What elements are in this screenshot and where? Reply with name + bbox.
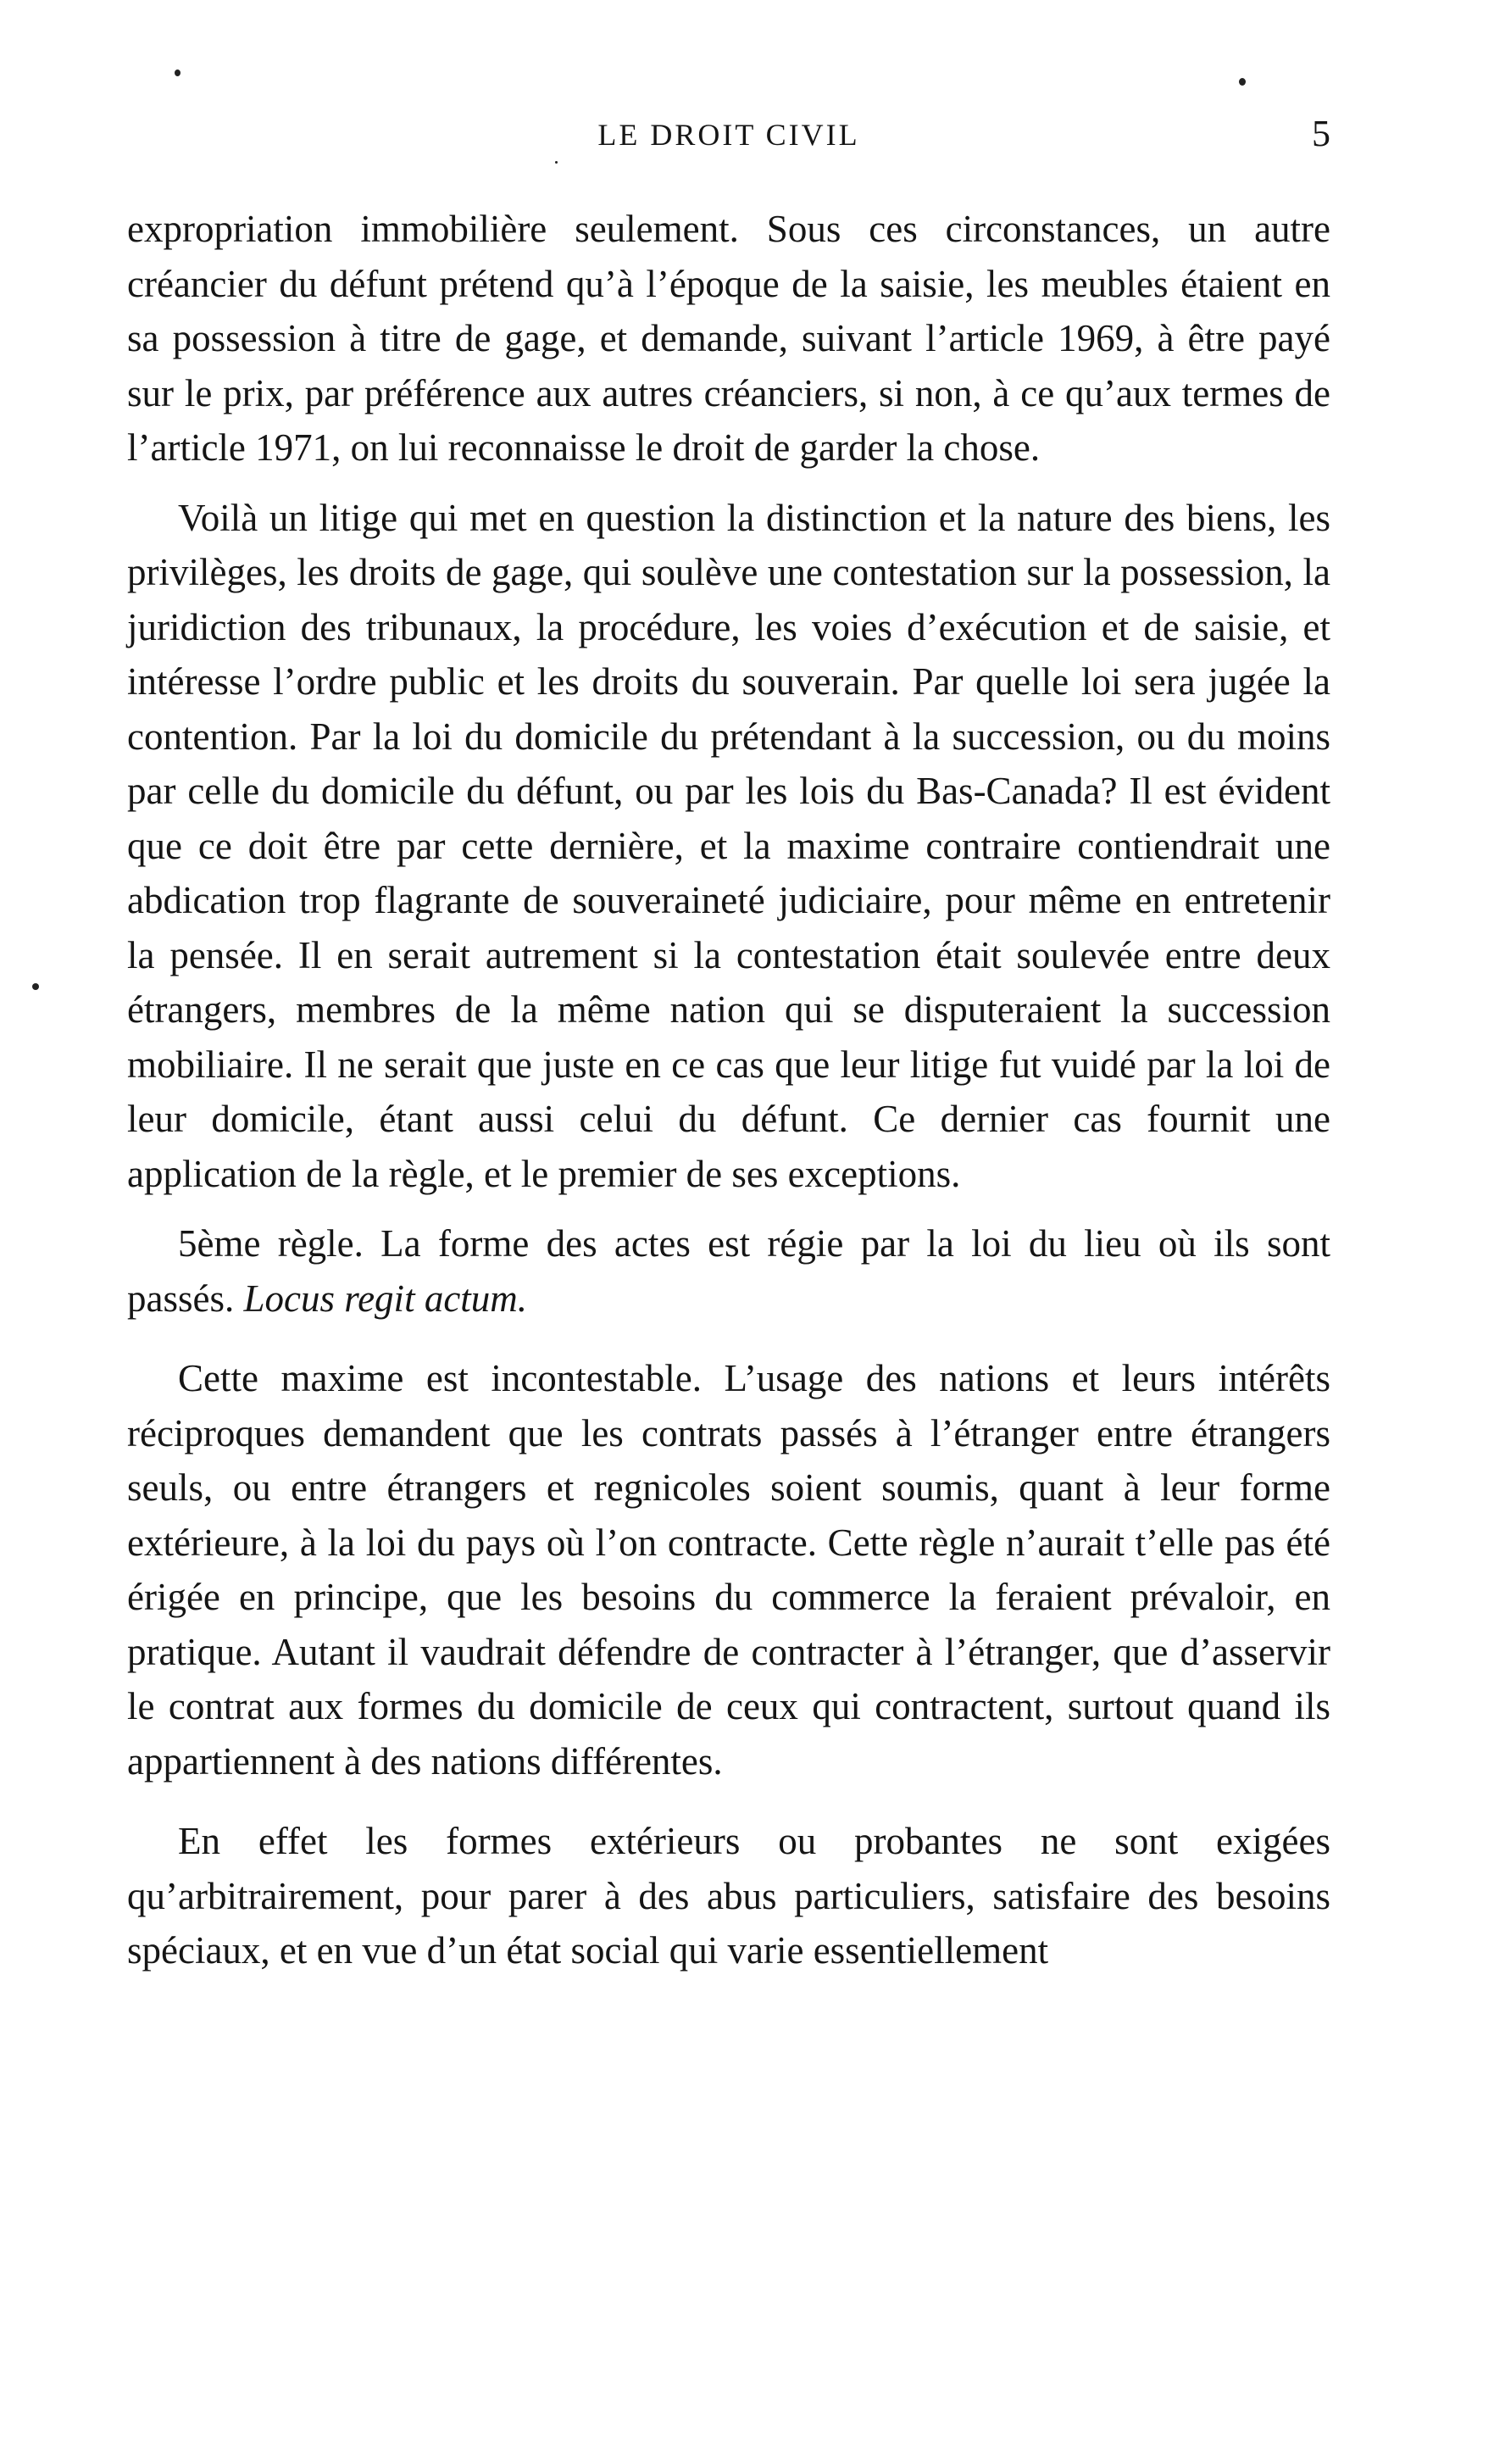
specks: [32, 983, 39, 990]
paragraph-2: Voilà un litige qui met en question la distinction et la nature des biens, les privilèges, les droits de gage, qui soulève une contestation sur la possession, la juridiction des tribunaux, la procédure, les voies d’exécution et de saisie, et intéresse l’ordre public et les droits du souverain. Par quelle loi sera jugée la contention. Par la loi du domicile du prétendant à la succession, ou du moins par celle du domicile du défunt, ou par les lois du Bas-Canada? Il est évident que ce doit être par cette dernière, et la maxime contraire contiendrait une abdication trop flagrante de souveraineté judiciaire, pour même en entretenir la pensée. Il en serait autrement si la contestation était soulevée entre deux étrangers, membres de la même nation qui se disputeraient la succession mobiliaire. Il ne serait que juste en ce cas que leur litige fut vuidé par la loi de leur domicile, étant aussi celui du défunt. Ce dernier cas fournit une application de la règle, et le premier de ses exceptions.: [127, 496, 1330, 1195]
latin-maxim: Locus regit actum.: [243, 1276, 528, 1320]
body-text: [127, 202, 1330, 1994]
page-number: 5: [1312, 113, 1330, 154]
paragraph-1: expropriation immobilière seulement. Sous ces circonstances, un autre créancier du défunt prétend qu’à l’époque de la saisie, les meubles étaient en sa possession à titre de gage, et demande, suivant l’article 1969, à être payé sur le prix, par préférence aux autres créanciers, si non, à ce qu’aux termes de l’article 1971, on lui reconnaisse le droit de garder la chose.: [127, 208, 1330, 469]
running-title: LE DROIT CIVIL: [597, 118, 860, 152]
specks: [175, 70, 181, 76]
page-header: [127, 113, 1330, 159]
specks: [1239, 78, 1246, 86]
paragraph-3: Cette maxime est incontestable. L’usage des nations et leurs intérêts réciproques demandent que les contrats passés à l’étranger entre étrangers seuls, ou entre étrangers et regnicoles soient soumis, quant à leur forme extérieure, à la loi du pays où l’on contracte. Cette règle n’aurait t’elle pas été érigée en principe, que les besoins du commerce la feraient prévaloir, en pratique. Autant il vaudrait défendre de contracter à l’étranger, que d’asservir le contrat aux formes du domicile de ceux qui contractent, surtout quand ils appartiennent à des nations différentes.: [127, 1357, 1330, 1783]
paragraph-4: En effet les formes extérieurs ou probantes ne sont exigées qu’arbitrairement, pour parer à des abus particuliers, satisfaire des besoins spéciaux, et en vue d’un état social qui varie essentiellement: [127, 1820, 1330, 1972]
rule-text: 5ème règle. La forme des actes est régie par la loi du lieu où ils sont passés.: [127, 1222, 1330, 1320]
rule-paragraph: [127, 1216, 1330, 1326]
specks: [555, 161, 558, 164]
